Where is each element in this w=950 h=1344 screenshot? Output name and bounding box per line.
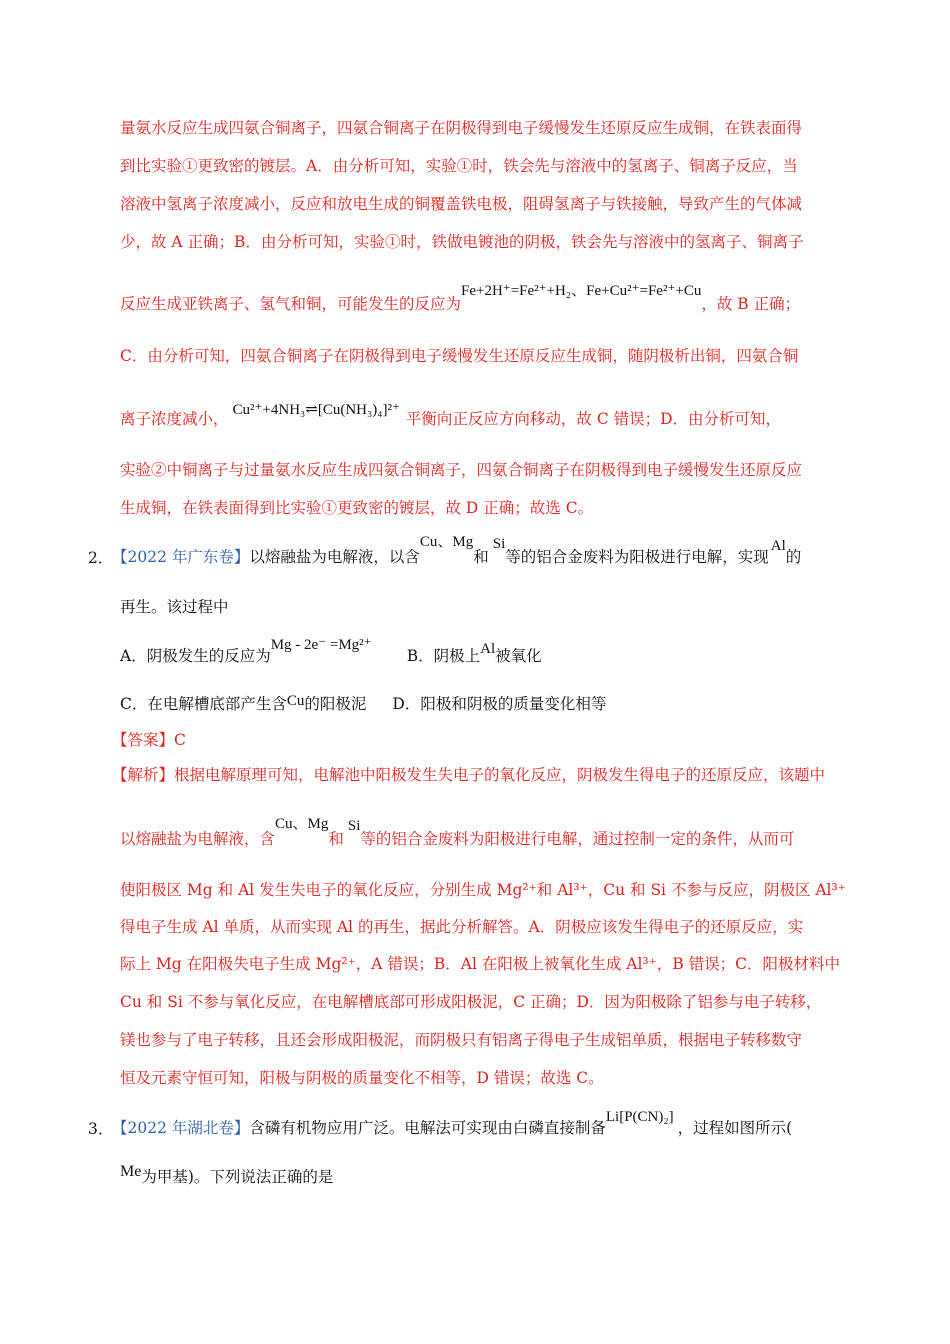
stem-text: 含磷有机物应用广泛。电解法可实现由白磷直接制备 bbox=[249, 1119, 606, 1137]
reaction-formula: Fe+2H⁺=Fe²⁺+H₂、Fe+Cu²⁺=Fe²⁺+Cu bbox=[461, 283, 702, 299]
stem-text: 为甲基)。下列说法正确的是 bbox=[141, 1168, 334, 1186]
formula-me: Me bbox=[120, 1163, 142, 1180]
option-a-text: A．阴极发生的反应为 bbox=[120, 647, 271, 665]
explanation-text: ，故 B 正确； bbox=[701, 295, 801, 313]
analysis-text: 和 bbox=[328, 830, 344, 848]
option-b-formula: Al bbox=[480, 641, 496, 657]
stem-text: 和 bbox=[473, 548, 489, 566]
explanation-line-1: 量氨水反应生成四氨合铜离子，四氨合铜离子在阴极得到电子缓慢发生还原反应生成铜，在铁表面得 bbox=[120, 119, 803, 137]
answer-line bbox=[112, 729, 852, 751]
question-source: 【2022 年广东卷】 bbox=[112, 548, 250, 566]
question-2-stem-line-2: 再生。该过程中 bbox=[120, 598, 229, 616]
formula-si: Si bbox=[347, 818, 361, 834]
formula-si: Si bbox=[492, 536, 506, 552]
formula-al: Al bbox=[770, 538, 786, 554]
option-c-text: C．在电解槽底部产生含 bbox=[120, 695, 287, 713]
option-d[interactable]: D．阳极和阴极的质量变化相等 bbox=[392, 695, 607, 713]
option-row-ab bbox=[120, 637, 860, 668]
question-source: 【2022 年湖北卷】 bbox=[112, 1119, 250, 1137]
analysis-line-3: 使阳极区 Mg 和 Al 发生失电子的氧化反应，分别生成 Mg²⁺和 Al³⁺，Cu 和 Si 不参与反应，阴极区 Al³⁺ bbox=[120, 881, 846, 899]
explanation-line-2: 到比实验①更致密的镀层。A．由分析可知，实验①时，铁会先与溶液中的氢离子、铜离子反应，当 bbox=[120, 157, 798, 175]
explanation-line-3: 溶液中氢离子浓度减小，反应和放电生成的铜覆盖铁电极，阻碍氢离子与铁接触，导致产生的气体减 bbox=[120, 195, 803, 213]
option-c-formula: Cu bbox=[286, 693, 305, 709]
explanation-line-7 bbox=[120, 402, 860, 431]
analysis-label: 【解析】 bbox=[112, 766, 175, 784]
option-a[interactable] bbox=[120, 637, 399, 665]
formula-li-p-cn2: Li[P(CN)₂] bbox=[605, 1109, 674, 1125]
explanation-line-8: 实验②中铜离子与过量氨水反应生成四氨合铜离子，四氨合铜离子在阴极得到电子缓慢发生还原反应 bbox=[120, 461, 803, 479]
question-3-stem bbox=[112, 1109, 872, 1140]
formula-cu-mg: Cu、Mg bbox=[419, 534, 474, 550]
question-3-stem-line-2 bbox=[120, 1163, 860, 1189]
analysis-line-2 bbox=[120, 816, 860, 851]
explanation-text: 平衡向正反应方向移动，故 C 错误；D．由分析可知， bbox=[405, 410, 782, 428]
stem-text: 等的铝合金废料为阳极进行电解，实现 bbox=[505, 548, 769, 566]
option-c-text: 的阳极泥 bbox=[304, 695, 367, 713]
equilibrium-formula: Cu²⁺+4NH₃⇌[Cu(NH₃)₄]²⁺ bbox=[232, 402, 400, 418]
question-number: 3． bbox=[88, 1120, 114, 1138]
analysis-text: 以熔融盐为电解液，含 bbox=[120, 830, 276, 848]
formula-cu-mg: Cu、Mg bbox=[275, 816, 329, 832]
explanation-text: 反应生成亚铁离子、氢气和铜，可能发生的反应为 bbox=[120, 295, 462, 313]
question-number: 2． bbox=[88, 549, 114, 567]
explanation-line-4: 少，故 A 正确；B．由分析可知，实验①时，铁做电镀池的阴极，铁会先与溶液中的氢离子、铜离子 bbox=[120, 233, 804, 251]
explanation-text: 离子浓度减小， bbox=[120, 410, 229, 428]
explanation-line-6: C．由分析可知，四氨合铜离子在阴极得到电子缓慢发生还原反应生成铜，随阴极析出铜，四氨合铜 bbox=[120, 347, 799, 365]
analysis-line-8: 恒及元素守恒可知，阳极与阴极的质量变化不相等，D 错误；故选 C。 bbox=[120, 1069, 604, 1087]
option-b-text: 被氧化 bbox=[495, 647, 542, 665]
explanation-line-5 bbox=[120, 283, 860, 316]
option-c[interactable] bbox=[120, 695, 366, 713]
analysis-line-4: 得电子生成 Al 单质，从而实现 Al 的再生，据此分析解答。A．阴极应该发生得电子的还原反应，实 bbox=[120, 918, 804, 936]
analysis-line-7: 镁也参与了电子转移，且还会形成阳极泥，而阴极只有铝离子得电子生成铝单质，根据电子转移数守 bbox=[120, 1031, 803, 1049]
stem-text: 的 bbox=[785, 548, 802, 566]
answer-value: C bbox=[174, 731, 186, 749]
analysis-text: 根据电解原理可知，电解池中阳极发生失电子的氧化反应，阴极发生得电子的还原反应，该题中 bbox=[174, 766, 826, 784]
option-row-cd bbox=[120, 693, 860, 716]
analysis-line-5: 际上 Mg 在阳极失电子生成 Mg²⁺，A 错误；B．Al 在阳极上被氧化生成 Al³⁺，B 错误；C．阳极材料中 bbox=[120, 955, 841, 973]
stem-text: 以熔融盐为电解液，以含 bbox=[249, 548, 420, 566]
analysis-text: 等的铝合金废料为阳极进行电解，通过控制一定的条件，从而可 bbox=[360, 830, 795, 848]
analysis-line-6: Cu 和 Si 不参与氧化反应，在电解槽底部可形成阳极泥，C 正确；D．因为阳极除了铝参与电子转移， bbox=[120, 993, 822, 1011]
option-b-text: B．阴极上 bbox=[406, 647, 481, 665]
answer-label: 【答案】 bbox=[112, 731, 175, 749]
stem-text: ，过程如图所示( bbox=[677, 1119, 793, 1137]
explanation-line-9: 生成铜，在铁表面得到比实验①更致密的镀层，故 D 正确；故选 C。 bbox=[120, 499, 594, 517]
option-b[interactable] bbox=[406, 641, 542, 665]
analysis-line-1 bbox=[112, 764, 852, 786]
question-2-stem bbox=[112, 534, 872, 569]
option-a-formula: Mg - 2e⁻ =Mg²⁺ bbox=[270, 637, 372, 653]
